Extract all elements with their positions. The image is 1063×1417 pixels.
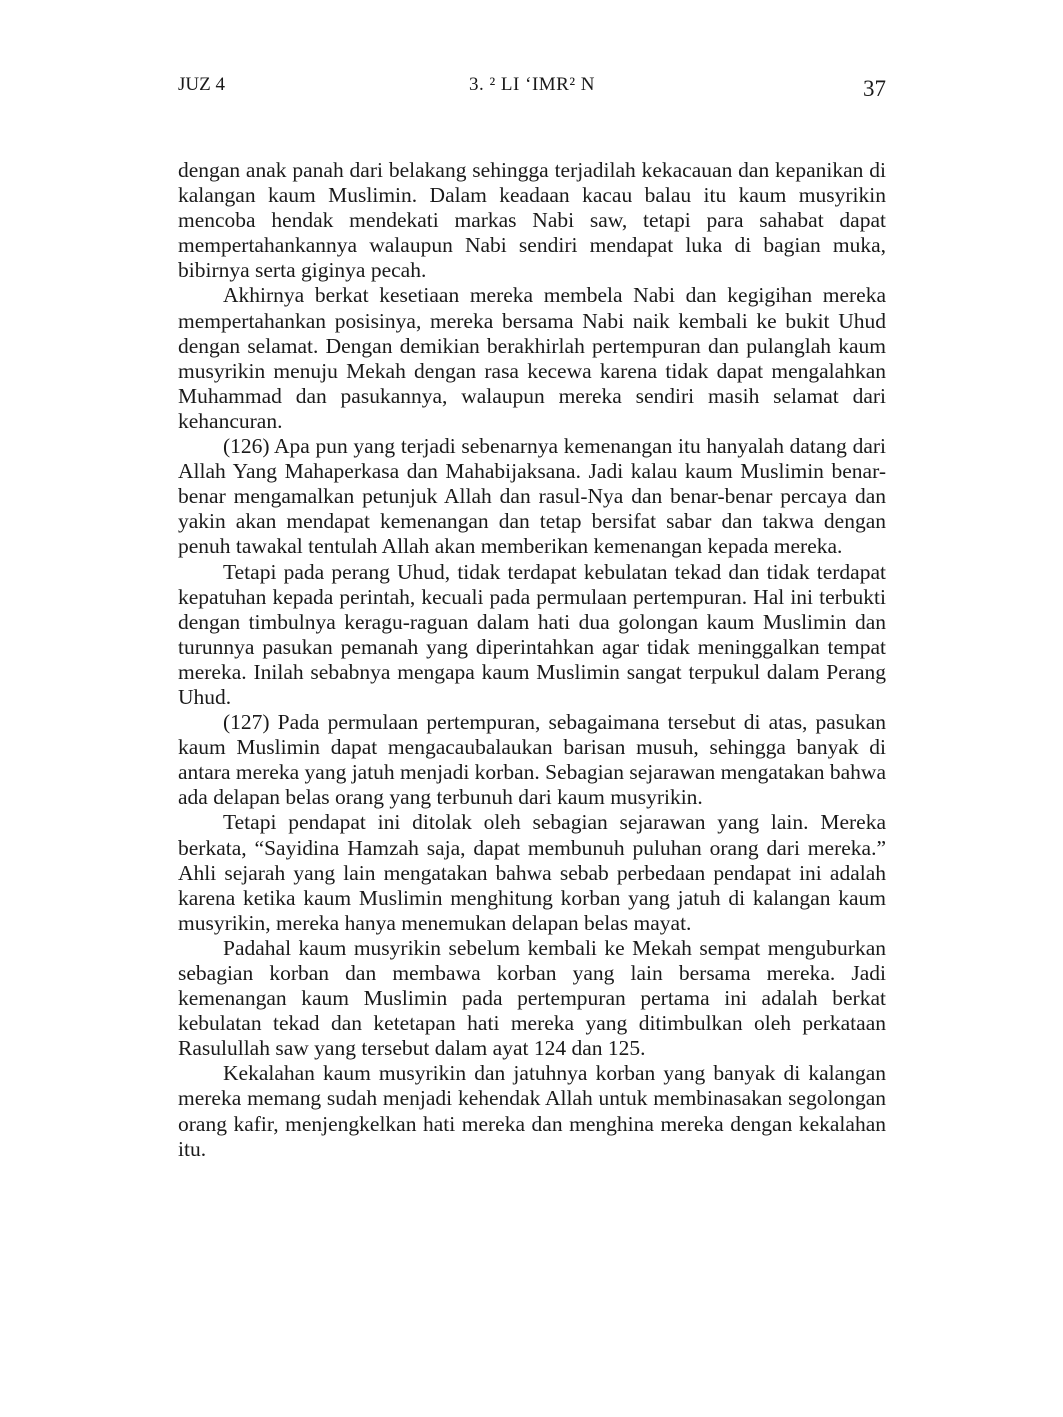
paragraph: Tetapi pada perang Uhud, tidak terdapat kebulatan tekad dan tidak terdapat kepatuhan kepada perintah, kecuali pada permulaan pertempuran. Hal ini terbukti dengan timbulnya keragu-raguan dalam hati dua golongan kaum Muslimin dan turunnya pasukan pemanah yang diperintahkan agar tidak meninggalkan tempat mereka. Inilah sebabnya mengapa kaum Muslimin sangat terpukul dalam Perang Uhud.	[178, 559, 886, 709]
paragraph: Akhirnya berkat kesetiaan mereka membela Nabi dan kegigihan mereka mempertahankan posisinya, mereka bersama Nabi naik kembali ke bukit Uhud dengan selamat. Dengan demikian berakhirlah pertempuran dan pulanglah kaum musyrikin menuju Mekah dengan rasa kecewa karena tidak dapat mengalahkan Muhammad dan pasukannya, walaupun mereka sendiri masih selamat dari kehancuran.	[178, 283, 886, 433]
paragraph: Tetapi pendapat ini ditolak oleh sebagian sejarawan yang lain. Mereka berkata, “Sayidina Hamzah saja, dapat membunuh puluhan orang dari mereka.” Ahli sejarah yang lain mengatakan bahwa sebab perbedaan pendapat ini adalah karena ketika kaum Muslimin menghitung korban yang jatuh di kalangan kaum musyrikin, mereka hanya menemukan delapan belas mayat.	[178, 810, 886, 935]
paragraph: Padahal kaum musyrikin sebelum kembali ke Mekah sempat menguburkan sebagian korban dan membawa korban yang lain bersama mereka. Jadi kemenangan kaum Muslimin pada pertempuran pertama ini adalah berkat kebulatan tekad dan ketetapan hati mereka yang ditimbulkan oleh perkataan Rasulullah saw yang tersebut dalam ayat 124 dan 125.	[178, 935, 886, 1061]
paragraph-continued: dengan anak panah dari belakang sehingga terjadilah kekacauan dan kepanikan di kalangan kaum Muslimin. Dalam keadaan kacau balau itu kaum musyrikin mencoba hendak mendekati markas Nabi saw, tetapi para sahabat dapat mempertahankannya walaupun Nabi sendiri mendapat luka di bagian muka, bibirnya serta giginya pecah.	[178, 158, 886, 283]
paragraph-verse-127: (127) Pada permulaan pertempuran, sebagaimana tersebut di atas, pasukan kaum Muslimin dapat mengacaubalaukan barisan musuh, sehingga banyak di antara mereka yang jatuh menjadi korban. Sebagian sejarawan mengatakan bahwa ada delapan belas orang yang terbunuh dari kaum musyrikin.	[178, 710, 886, 810]
body-text	[178, 158, 886, 1162]
page-number: 37	[863, 76, 886, 101]
paragraph: Kekalahan kaum musyrikin dan jatuhnya korban yang banyak di kalangan mereka memang sudah menjadi kehendak Allah untuk membinasakan segolongan orang kafir, menjengkelkan hati mereka dan menghina mereka dengan kekalahan itu.	[178, 1061, 886, 1161]
paragraph-verse-126: (126) Apa pun yang terjadi sebenarnya kemenangan itu hanyalah datang dari Allah Yang Mahaperkasa dan Mahabijaksana. Jadi kalau kaum Muslimin benar-benar mengamalkan petunjuk Allah dan rasul-Nya dan benar-benar percaya dan yakin akan mendapat kemenangan dan tetap bersifat sabar dan takwa dengan penuh tawakal tentulah Allah akan memberikan kemenangan kepada mereka.	[178, 434, 886, 559]
juz-label: JUZ 4	[178, 74, 225, 95]
running-header	[178, 72, 886, 106]
surah-title: 3. ² LI ‘IMR² N	[468, 74, 596, 95]
